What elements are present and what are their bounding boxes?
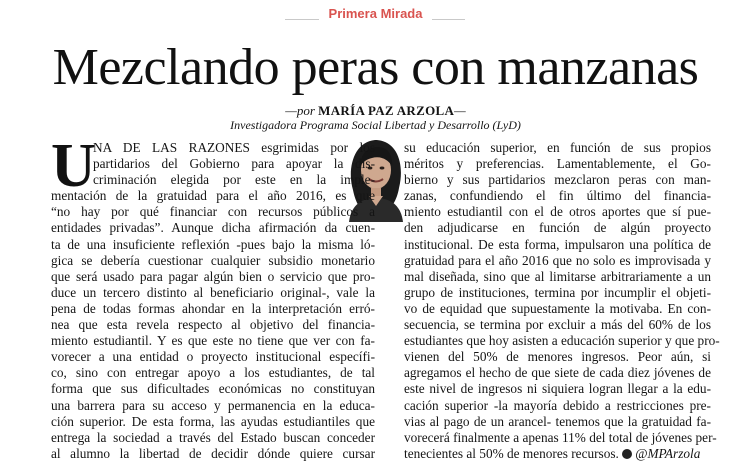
text-line: criminación elegida por este en la imple- (93, 172, 375, 188)
text-line: zanas, confundiendo el fin último del financia- (404, 188, 711, 204)
text-line: pena de todas formas ahondar en la interpretación erró- (51, 300, 375, 316)
circle-icon (622, 449, 632, 459)
text-line: vo de equidad que supuestamente la motivaba. En con- (404, 300, 711, 316)
text-line: una barrera para su acceso y permanencia en la educa- (51, 397, 375, 413)
text-line: grupo de instituciones, termina por incumplir el objeti- (404, 284, 711, 300)
text-line: gica se debería cuestionar cualquier subsidio monetario (51, 252, 375, 268)
text-line: “no hay por qué financiar con recursos públicos a (51, 204, 375, 220)
text-line: NA DE LAS RAZONES esgrimidas por los (93, 140, 375, 155)
text-line: institucional. De esta forma, impulsaron una política de (404, 236, 711, 252)
text-line: mal diseñada, sino que al limitarse arbitrariamente a un (404, 268, 711, 284)
text-line: cación superior -la mayoría debido a restricciones pre- (404, 397, 711, 413)
text-line-final (404, 446, 711, 462)
text-line: gratuidad para el año 2016 que no solo es improvisada y (404, 252, 711, 268)
article-left-column (51, 132, 375, 462)
text-line: ción superior. De esta forma, las ayudas estudiantiles que (51, 413, 375, 429)
article-right-column (404, 140, 720, 462)
byline-suffix: — (454, 103, 466, 118)
author-name: MARÍA PAZ ARZOLA (318, 103, 455, 118)
text-line: duce un tercero distinto al beneficiario original-, vale la (51, 284, 375, 300)
text-line: secuencia, se termina por excluir a más del 60% de los (404, 317, 711, 333)
author-signature: @MPArzola (635, 445, 701, 461)
text-line: vorecer a una entidad o proyecto institucional específi- (51, 349, 375, 365)
text-line: este nivel de ingresos ni siquiera logran llegar a la edu- (404, 381, 711, 397)
text-line: estudiantes que hoy asisten a educación superior y que pro- (404, 333, 720, 349)
text-line: miento estudiantil con el de otros aportes que sí pue- (404, 204, 711, 220)
author-affiliation: Investigadora Programa Social Libertad y Desarrollo (LyD) (230, 118, 521, 132)
text-line: agregamos el hecho de que siete de cada diez jóvenes de (404, 365, 711, 381)
text-line: partidarios del Gobierno para apoyar la dis- (93, 156, 375, 172)
text-line: al alumno la libertad de decidir dónde quiere cursar (51, 445, 375, 461)
headline: Mezclando peras con manzanas (52, 39, 699, 96)
text-line: vorecerá finalmente a apenas 11% del total de jóvenes per- (404, 429, 717, 445)
text-line: nea que esta revela respecto al objetivo del financia- (51, 317, 375, 333)
closing-text: tenecientes al 50% de menores recursos. (404, 445, 619, 461)
text-line: vias al pago de un arancel- tenemos que la gratuidad fa- (404, 413, 711, 429)
text-line: ta de una insuficiente reflexión -pues bajo la misma ló- (51, 236, 375, 252)
byline-prefix: —por (285, 103, 315, 118)
text-line: miento estudiantil. Y es que este no tiene que ver con fa- (51, 333, 375, 349)
text-line: entidades privadas”. Aunque dicha afirmación da cuen- (51, 220, 375, 236)
text-line: méritos y preferencias. Lamentablemente, el Go- (404, 156, 711, 172)
text-line: vienen del 50% de menores ingresos. Peor aún, si (404, 349, 711, 365)
text-line: que será usado para pagar algún bien o servicio que pro- (51, 268, 375, 284)
byline (0, 103, 751, 118)
text-line: entrega la sociedad a través del Estado buscan conceder (51, 429, 375, 445)
section-header (0, 3, 751, 22)
text-line: forma que sus dificultades económicas no constituyan (51, 381, 375, 397)
text-line: bierno y sus partidarios mezclaron peras con man- (404, 172, 711, 188)
section-label: Primera Mirada (319, 6, 433, 21)
text-line: mentación de la gratuidad para el año 2016, es que (51, 188, 375, 204)
text-line: den adjudicarse en función de algún proyecto (404, 220, 711, 236)
text-line: su educación superior, en función de sus propios (404, 140, 711, 155)
text-line: co, sino con entregar apoyo a los estudiantes, de tal (51, 365, 375, 381)
drop-cap: U (51, 132, 96, 200)
